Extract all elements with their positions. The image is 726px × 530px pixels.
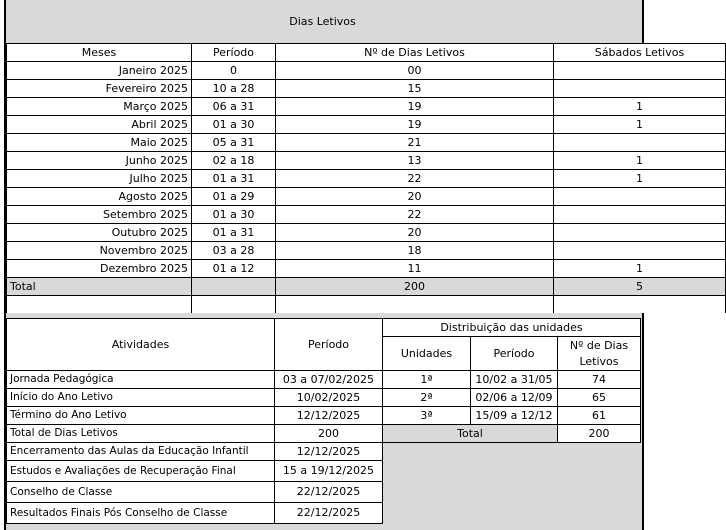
header-dist-dias [558,337,641,371]
month-row [7,80,726,98]
month-dias: 19 [276,116,554,134]
atividade-name: Resultados Finais Pós Conselho de Classe [7,503,275,524]
header-sabados: Sábados Letivos [554,44,726,62]
atividade-row [7,371,383,389]
month-row [7,170,726,188]
atividade-row [7,425,383,443]
distribuicao-total-row [383,425,641,443]
month-name: Outubro 2025 [7,224,192,242]
month-row [7,152,726,170]
month-periodo: 01 a 31 [192,170,276,188]
total-label: Total [7,278,192,296]
month-name: Março 2025 [7,98,192,116]
month-row [7,134,726,152]
atividade-periodo: 15 a 19/12/2025 [275,461,383,482]
atividade-row [7,389,383,407]
month-row [7,116,726,134]
month-name: Agosto 2025 [7,188,192,206]
unidade-row [383,407,641,425]
month-periodo: 01 a 31 [192,224,276,242]
month-sabados [554,80,726,98]
atividade-periodo: 22/12/2025 [275,503,383,524]
atividade-periodo: 03 a 07/02/2025 [275,371,383,389]
dias-letivos-total-row [7,278,726,296]
month-dias: 20 [276,188,554,206]
month-row [7,206,726,224]
month-row [7,62,726,80]
month-periodo: 01 a 30 [192,206,276,224]
month-dias: 19 [276,98,554,116]
unidade-periodo: 02/06 a 12/09 [471,389,558,407]
month-periodo: 01 a 12 [192,260,276,278]
atividade-periodo: 12/12/2025 [275,443,383,461]
month-name: Fevereiro 2025 [7,80,192,98]
month-name: Abril 2025 [7,116,192,134]
atividade-name: Encerramento das Aulas da Educação Infantil [7,443,275,461]
month-sabados: 1 [554,260,726,278]
total-dias: 200 [276,278,554,296]
dias-letivos-title-box [6,5,639,44]
dias-letivos-title: Dias Letivos [289,15,356,28]
distribuicao-title-row [383,319,641,337]
spacer-cell [7,296,192,314]
month-row [7,260,726,278]
atividade-name: Término do Ano Letivo [7,407,275,425]
month-dias: 11 [276,260,554,278]
month-sabados [554,62,726,80]
month-dias: 22 [276,170,554,188]
dias-letivos-table [6,43,726,313]
atividades-header-row [7,319,383,371]
month-sabados: 1 [554,152,726,170]
month-dias: 18 [276,242,554,260]
distribuicao-header-row [383,337,641,371]
dias-letivos-header-row [7,44,726,62]
header-dist-dias-l2: Letivos [579,354,619,368]
unidade-dias: 65 [558,389,641,407]
month-name: Setembro 2025 [7,206,192,224]
spacer-cell [554,296,726,314]
month-sabados [554,224,726,242]
distribuicao-title: Distribuição das unidades [383,319,641,337]
month-sabados [554,134,726,152]
month-sabados [554,242,726,260]
distribuicao-table [382,318,641,443]
month-row [7,188,726,206]
total-sabados: 5 [554,278,726,296]
unidade-label: 3ª [383,407,471,425]
distribuicao-total-label: Total [383,425,558,443]
atividade-row [7,503,383,524]
month-periodo: 10 a 28 [192,80,276,98]
unidade-row [383,371,641,389]
spacer-row [7,296,726,314]
atividade-name: Estudos e Avaliações de Recuperação Final [7,461,275,482]
month-name: Junho 2025 [7,152,192,170]
unidade-row [383,389,641,407]
month-name: Julho 2025 [7,170,192,188]
unidade-periodo: 10/02 a 31/05 [471,371,558,389]
total-empty [192,278,276,296]
month-periodo: 02 a 18 [192,152,276,170]
atividade-periodo: 12/12/2025 [275,407,383,425]
month-dias: 15 [276,80,554,98]
month-dias: 21 [276,134,554,152]
atividade-name: Total de Dias Letivos [7,425,275,443]
month-name: Maio 2025 [7,134,192,152]
atividade-row [7,407,383,425]
header-dias: Nº de Dias Letivos [276,44,554,62]
atividade-row [7,482,383,503]
month-name: Janeiro 2025 [7,62,192,80]
month-periodo: 06 a 31 [192,98,276,116]
month-periodo: 01 a 30 [192,116,276,134]
month-sabados [554,188,726,206]
header-periodo: Período [192,44,276,62]
month-sabados: 1 [554,98,726,116]
month-periodo: 01 a 29 [192,188,276,206]
atividade-row [7,461,383,482]
month-dias: 22 [276,206,554,224]
month-name: Dezembro 2025 [7,260,192,278]
month-sabados [554,206,726,224]
month-sabados: 1 [554,170,726,188]
atividade-name: Jornada Pedagógica [7,371,275,389]
unidade-dias: 74 [558,371,641,389]
unidade-label: 2ª [383,389,471,407]
month-row [7,98,726,116]
month-periodo: 03 a 28 [192,242,276,260]
header-unidades: Unidades [383,337,471,371]
month-dias: 20 [276,224,554,242]
unidade-dias: 61 [558,407,641,425]
month-sabados: 1 [554,116,726,134]
atividade-periodo: 22/12/2025 [275,482,383,503]
month-row [7,242,726,260]
atividade-row [7,443,383,461]
header-atividades-periodo: Período [275,319,383,371]
atividade-name: Início do Ano Letivo [7,389,275,407]
distribuicao-total-dias: 200 [558,425,641,443]
unidade-label: 1ª [383,371,471,389]
atividade-name: Conselho de Classe [7,482,275,503]
header-atividades: Atividades [7,319,275,371]
spacer-cell [276,296,554,314]
month-periodo: 0 [192,62,276,80]
month-dias: 13 [276,152,554,170]
atividades-table [6,318,383,524]
header-meses: Meses [7,44,192,62]
month-row [7,224,726,242]
atividade-periodo: 200 [275,425,383,443]
atividade-periodo: 10/02/2025 [275,389,383,407]
month-name: Novembro 2025 [7,242,192,260]
month-dias: 00 [276,62,554,80]
header-dist-periodo: Período [471,337,558,371]
spacer-cell [192,296,276,314]
header-dist-dias-l1: Nº de Dias [569,338,629,352]
unidade-periodo: 15/09 a 12/12 [471,407,558,425]
month-periodo: 05 a 31 [192,134,276,152]
